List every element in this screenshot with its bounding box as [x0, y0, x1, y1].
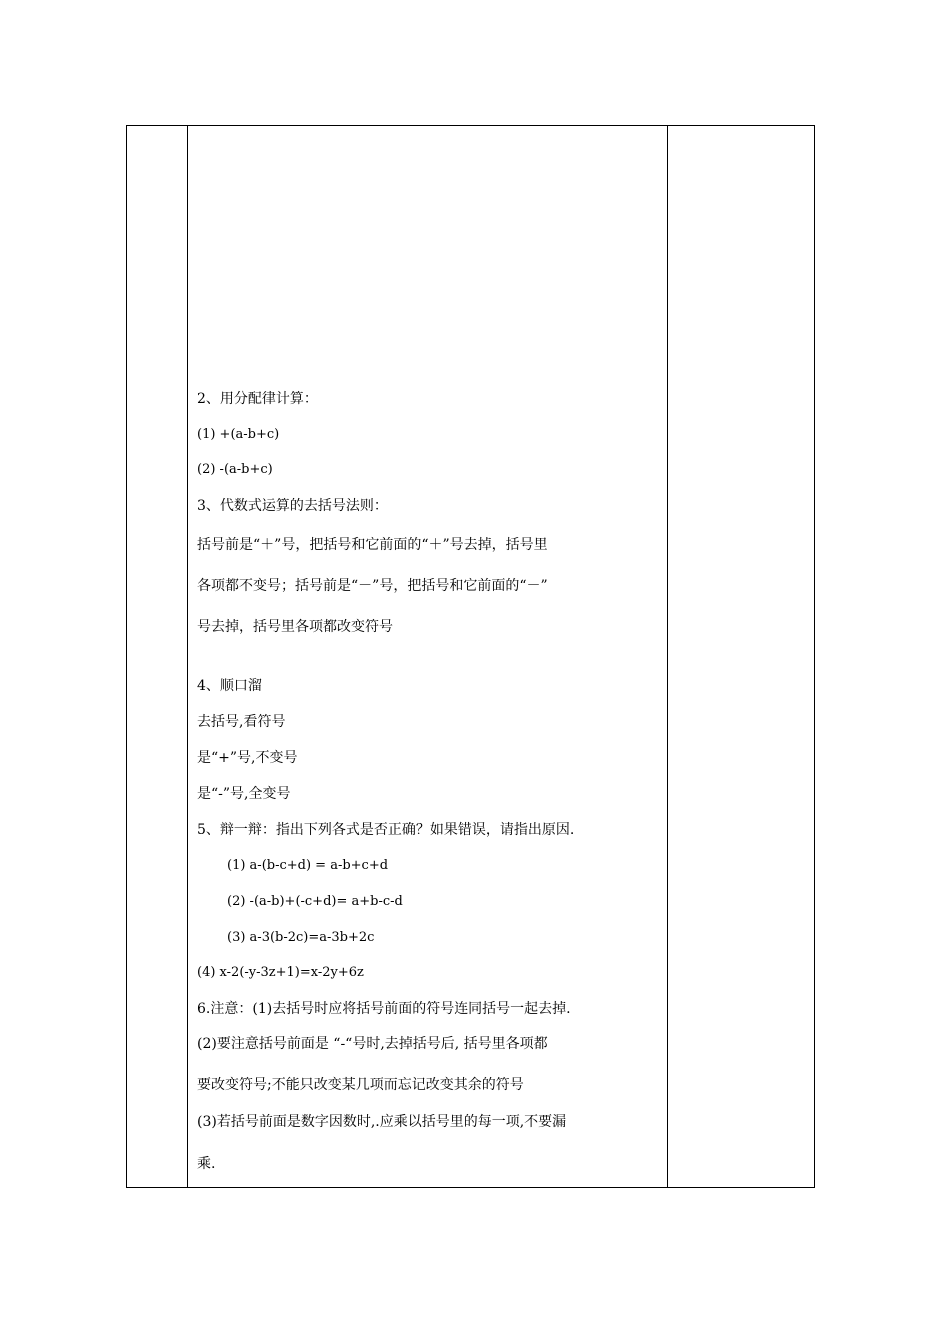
section-5-item-1: (1) a-(b-c+d) = a-b+c+d [227, 858, 389, 873]
section-6-line-1: 6.注意：(1)去括号时应将括号前面的符号连同括号一起去掉. [197, 1001, 571, 1017]
section-3-rule-line-3: 号去掉，括号里各项都改变符号 [197, 619, 393, 635]
section-5-title: 5、辩一辩：指出下列各式是否正确？如果错误，请指出原因. [197, 822, 575, 838]
section-2-item-2: (2) -(a-b+c) [197, 462, 273, 477]
section-5-item-4: (4) x-2(-y-3z+1)=x-2y+6z [197, 965, 364, 980]
section-4-line-1: 去括号,看符号 [197, 714, 286, 730]
section-4-line-3: 是“-”号,全变号 [197, 786, 291, 802]
lesson-table [126, 125, 815, 1188]
section-3-rule-line-1: 括号前是“＋”号，把括号和它前面的“＋”号去掉，括号里 [197, 537, 548, 553]
table-column-divider-left [187, 126, 188, 1187]
section-5-item-2: (2) -(a-b)+(-c+d)= a+b-c-d [227, 894, 403, 909]
section-3-title: 3、代数式运算的去括号法则： [197, 498, 388, 514]
table-column-divider-right [667, 126, 668, 1187]
section-3-rule-line-2: 各项都不变号；括号前是“－”号，把括号和它前面的“－” [197, 578, 548, 594]
section-6-line-5: 乘. [197, 1156, 216, 1172]
section-2-item-1: (1) +(a-b+c) [197, 427, 280, 442]
section-6-line-3: 要改变符号;不能只改变某几项而忘记改变其余的符号 [197, 1077, 524, 1093]
section-5-item-3: (3) a-3(b-2c)=a-3b+2c [227, 930, 375, 945]
section-4-title: 4、顺口溜 [197, 678, 262, 694]
section-6-line-2: (2)要注意括号前面是 “-“号时,去掉括号后, 括号里各项都 [197, 1036, 548, 1052]
section-6-line-4: (3)若括号前面是数字因数时,.应乘以括号里的每一项,不要漏 [197, 1114, 567, 1130]
section-2-title: 2、用分配律计算： [197, 391, 318, 407]
section-4-line-2: 是“+”号,不变号 [197, 750, 298, 766]
